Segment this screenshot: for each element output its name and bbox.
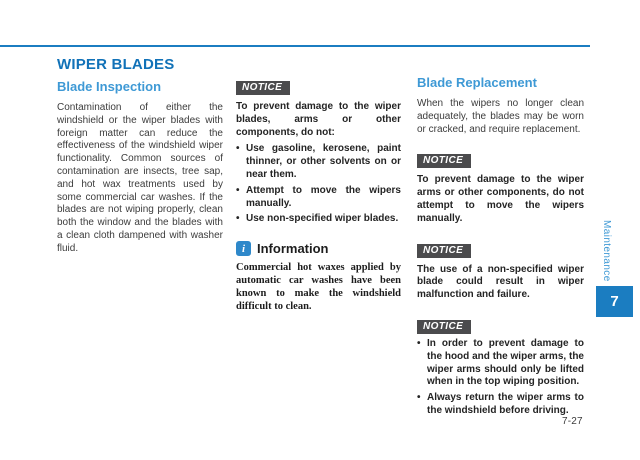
page-number: 7-27: [562, 416, 583, 427]
notice-bullet: Always return the wiper arms to the windshield before driving.: [427, 392, 584, 416]
notice-intro: To prevent damage to the wiper blades, arms or other components, do not:: [236, 101, 401, 138]
notice-badge: NOTICE: [417, 320, 471, 334]
bullet-icon: [236, 213, 246, 226]
notice-text: The use of a non-specified wiper blade could result in wiper malfunction and failure.: [417, 263, 584, 301]
notice-text: To prevent damage to the wiper arms or other components, do not attempt to move the wipers manually.: [417, 174, 584, 224]
notice-bullet-list: [236, 143, 401, 226]
notice-block-1: [417, 150, 584, 225]
bullet-icon: [417, 392, 427, 405]
page-title: WIPER BLADES: [57, 56, 175, 73]
notice-badge: NOTICE: [417, 154, 471, 168]
column-notice-information: [236, 77, 401, 313]
information-section: [236, 241, 401, 313]
notice-badge: NOTICE: [417, 244, 471, 258]
chapter-label-vertical: Maintenance: [601, 220, 612, 282]
notice-badge: NOTICE: [236, 81, 290, 95]
column-blade-inspection: [57, 56, 223, 256]
notice-block-2: [417, 240, 584, 302]
information-heading: Information: [257, 241, 329, 257]
bullet-icon: [236, 185, 246, 198]
blade-replacement-body: When the wipers no longer clean adequately, the blades may be worn or cracked, and require replacement.: [417, 98, 584, 135]
section-heading-blade-inspection: Blade Inspection: [57, 79, 162, 94]
chapter-tab: 7: [596, 286, 633, 317]
list-item: [236, 143, 401, 181]
information-header: [236, 241, 401, 256]
list-item: [417, 338, 584, 389]
list-item: [417, 392, 584, 418]
bullet-icon: [417, 338, 427, 351]
header-rule: [0, 45, 590, 47]
information-body: Commercial hot waxes applied by automatic car washes have been known to make the windshield difficult to clean.: [236, 262, 401, 312]
bullet-icon: [236, 143, 246, 156]
info-icon: i: [236, 241, 251, 256]
list-item: [236, 185, 401, 211]
notice-bullet: Use non-specified wiper blades.: [246, 213, 399, 225]
notice-bullet: In order to prevent damage to the hood and the wiper arms, the wiper arms should only be lifted when in the top wiping position.: [427, 337, 584, 388]
section-heading-blade-replacement: Blade Replacement: [417, 75, 537, 90]
notice-bullet: Use gasoline, kerosene, paint thinner, or other solvents on or near them.: [246, 143, 401, 180]
column-blade-replacement: [417, 75, 584, 418]
notice-bullet: Attempt to move the wipers manually.: [246, 184, 401, 209]
notice-bullet-list: [417, 338, 584, 418]
list-item: [236, 213, 401, 226]
blade-inspection-body: Contamination of either the windshield or the wiper blades with foreign matter can reduce the effectiveness of the windshield wiper functionality. Common sources of contamination are insects, tree sap, and hot wax treatments used by some commercial car washes. If the blades are not wiping properly, clean both the window and the blades with a clean cloth dampened with washer fluid.: [57, 102, 223, 254]
notice-block-3: [417, 316, 584, 418]
